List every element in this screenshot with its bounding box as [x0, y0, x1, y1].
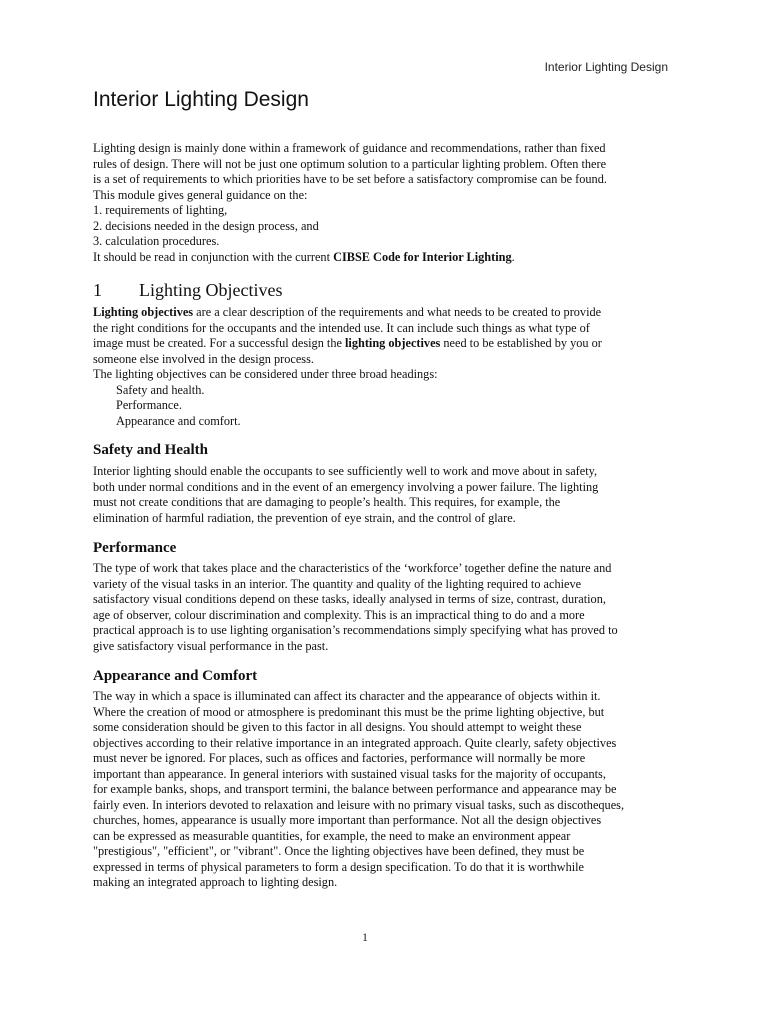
appearance-line: churches, homes, appearance is usually more important than performance. Not all the design objectives — [93, 813, 602, 827]
cibse-code-reference: CIBSE Code for Interior Lighting — [333, 249, 512, 264]
intro-line: This module gives general guidance on the: — [93, 187, 308, 202]
objectives-line: the right conditions for the occupants and the intended use. It can include such things as what type of — [93, 320, 590, 335]
page-number: 1 — [362, 930, 368, 944]
objective-heading-item: Performance. — [116, 398, 182, 412]
objectives-paragraph — [93, 305, 673, 429]
performance-line: give satisfactory visual performance in the past. — [93, 638, 329, 653]
appearance-line: for example banks, shops, and transport termini, the balance between performance and appearance may be — [93, 782, 617, 796]
intro-line: Lighting design is mainly done within a framework of guidance and recommendations, rather than fixed — [93, 141, 606, 155]
section-number: 1 — [93, 280, 102, 300]
appearance-line: expressed in terms of physical parameters to form a design specification. To do that it is worthwhile — [93, 859, 585, 874]
appearance-line: fairly even. In interiors devoted to relaxation and leisure with no primary visual tasks, such as discotheques, — [93, 797, 625, 812]
objectives-line-text: need to be established by you or — [440, 336, 602, 350]
objectives-line — [93, 305, 673, 321]
performance-line: practical approach is to use lighting organisation’s recommendations simply specifying what has proved to — [93, 623, 618, 637]
appearance-line: Where the creation of mood or atmosphere is predominant this must be the prime lighting objective, but — [93, 704, 605, 719]
section-heading — [93, 280, 282, 301]
safety-line: must not create conditions that are damaging to people’s health. This requires, for example, the — [93, 495, 561, 509]
intro-closing-text: It should be read in conjunction with the current — [93, 249, 334, 264]
objectives-line — [93, 336, 673, 352]
objectives-line-text: image must be created. For a successful design the — [93, 336, 346, 350]
safety-line: elimination of harmful radiation, the prevention of eye strain, and the control of glare. — [93, 510, 516, 525]
intro-paragraph — [93, 141, 673, 265]
intro-line: rules of design. There will not be just one optimum solution to a particular lighting problem. Often there — [93, 156, 607, 171]
safety-line: Interior lighting should enable the occupants to see sufficiently well to work and move about in safety, — [93, 464, 598, 478]
performance-paragraph — [93, 561, 673, 654]
lighting-objectives-term: lighting objectives — [345, 336, 441, 350]
appearance-line: The way in which a space is illuminated can affect its character and the appearance of objects within it. — [93, 689, 601, 703]
appearance-line: important than appearance. In general interiors with sustained visual tasks for the majority of occupants, — [93, 766, 606, 781]
subheading-appearance: Appearance and Comfort — [93, 668, 258, 684]
objective-heading-item: Safety and health. — [116, 382, 205, 397]
subheading-safety: Safety and Health — [93, 442, 209, 458]
performance-line: The type of work that takes place and the characteristics of the ‘workforce’ together define the nature and — [93, 561, 612, 575]
section-title: Lighting Objectives — [139, 280, 283, 300]
intro-list-item: 1. requirements of lighting, — [93, 203, 228, 217]
document-title: Interior Lighting Design — [93, 88, 309, 111]
safety-line: both under normal conditions and in the event of an emergency involving a power failure. The lighting — [93, 479, 599, 494]
performance-line: variety of the visual tasks in an interior. The quantity and quality of the lighting required to achieve — [93, 576, 582, 591]
appearance-line: "prestigious", "efficient", or "vibrant". Once the lighting objectives have been defined, they must be — [93, 844, 585, 858]
appearance-line: objectives according to their relative importance in an integrated approach. Quite clearly, safety objectives — [93, 735, 617, 750]
intro-list-item: 2. decisions needed in the design process, and — [93, 218, 319, 233]
intro-closing-line — [93, 250, 673, 266]
safety-paragraph — [93, 464, 673, 526]
intro-list-item: 3. calculation procedures. — [93, 234, 220, 248]
appearance-line: must never be ignored. For places, such as offices and factories, performance will normally be more — [93, 751, 586, 765]
appearance-line: can be expressed as measurable quantities, for example, the need to make an environment appear — [93, 828, 571, 843]
intro-closing-period: . — [511, 249, 515, 264]
intro-line: is a set of requirements to which priorities have to be set before a satisfactory compromise can be found. — [93, 172, 607, 186]
objective-heading-item: Appearance and comfort. — [116, 413, 241, 428]
appearance-line: some consideration should be given to this factor in all designs. You should attempt to weight these — [93, 720, 582, 734]
objectives-line-text: are a clear description of the requirements and what needs to be created to provide — [193, 305, 602, 319]
objectives-line: The lighting objectives can be considered under three broad headings: — [93, 367, 438, 381]
appearance-line: making an integrated approach to lighting design. — [93, 875, 338, 889]
objectives-line: someone else involved in the design process. — [93, 351, 314, 366]
performance-line: age of observer, colour discrimination and complexity. This is an impractical thing to do and a more — [93, 607, 585, 622]
performance-line: satisfactory visual conditions depend on these tasks, ideally analysed in terms of size, contrast, duration, — [93, 592, 606, 606]
lighting-objectives-term: Lighting objectives — [93, 305, 194, 319]
running-header: Interior Lighting Design — [544, 60, 668, 74]
appearance-paragraph — [93, 689, 673, 891]
subheading-performance: Performance — [93, 540, 177, 556]
